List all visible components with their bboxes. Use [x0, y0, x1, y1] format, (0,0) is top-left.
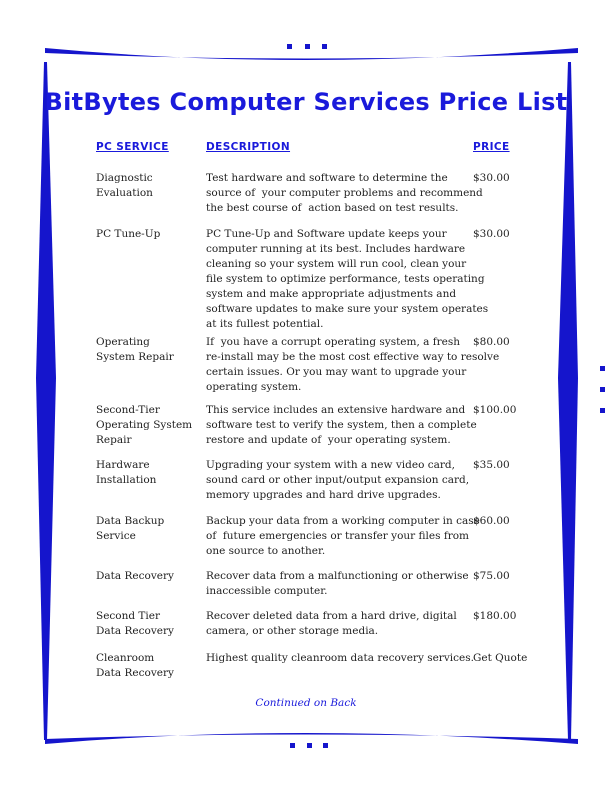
service-price: $60.00 [473, 515, 510, 527]
top-dots [287, 44, 327, 49]
service-price: $30.00 [473, 172, 510, 184]
service-price: $35.00 [473, 459, 510, 471]
right-border-spike [558, 62, 578, 740]
header-description: DESCRIPTION [206, 141, 291, 153]
header-price: PRICE [473, 141, 510, 153]
service-description: Recover deleted data from a hard drive, digital camera, or other storage media. [206, 610, 457, 637]
service-description: Backup your data from a working computer in case of future emergencies or transfer your files from one source to another. [206, 515, 480, 557]
service-name: Data Recovery [96, 570, 174, 582]
service-description: This service includes an extensive hardware and software test to verify the system, then a complete restore and update of your operating system. [206, 404, 477, 446]
service-name: Data Backup Service [96, 515, 165, 542]
service-price: $180.00 [473, 610, 517, 622]
header-pc-service: PC SERVICE [96, 141, 169, 153]
service-description: PC Tune-Up and Software update keeps your computer running at its best. Includes hardware cleaning so your system will run cool, clean your file system to optimize performance, tests operating system and make appropriate adjustments and software updates to make sure your system operates at its fullest potential. [206, 228, 489, 330]
service-description: Upgrading your system with a new video card, sound card or other input/output expansion card, memory upgrades and hard drive upgrades. [206, 459, 470, 501]
service-name: Hardware Installation [96, 459, 157, 486]
right-dots [600, 366, 605, 413]
left-border-spike [36, 62, 56, 740]
service-price: $100.00 [473, 404, 517, 416]
service-description: If you have a corrupt operating system, a fresh re-install may be the most cost effective way to resolve certain issues. Or you may want to upgrade your operating system. [206, 336, 500, 393]
service-name: Cleanroom Data Recovery [96, 652, 174, 679]
service-name: PC Tune-Up [96, 228, 161, 240]
service-description: Recover data from a malfunctioning or otherwise inaccessible computer. [206, 570, 469, 597]
service-description: Highest quality cleanroom data recovery services. [206, 652, 474, 664]
bottom-border-swoosh [45, 733, 578, 744]
service-price: $80.00 [473, 336, 510, 348]
bottom-dots [290, 743, 328, 748]
top-border-swoosh [45, 48, 578, 60]
continued-note: Continued on Back [255, 697, 357, 709]
service-price: Get Quote [473, 652, 528, 664]
service-name: Second-Tier Operating System Repair [96, 404, 193, 446]
service-name: Second Tier Data Recovery [96, 610, 174, 637]
service-price: $75.00 [473, 570, 510, 582]
page-title: BitBytes Computer Services Price List [44, 88, 568, 116]
service-name: Operating System Repair [96, 336, 174, 363]
service-description: Test hardware and software to determine the source of your computer problems and recommend the best course of action based on test results. [206, 172, 483, 214]
service-price: $30.00 [473, 228, 510, 240]
service-name: Diagnostic Evaluation [96, 172, 153, 199]
